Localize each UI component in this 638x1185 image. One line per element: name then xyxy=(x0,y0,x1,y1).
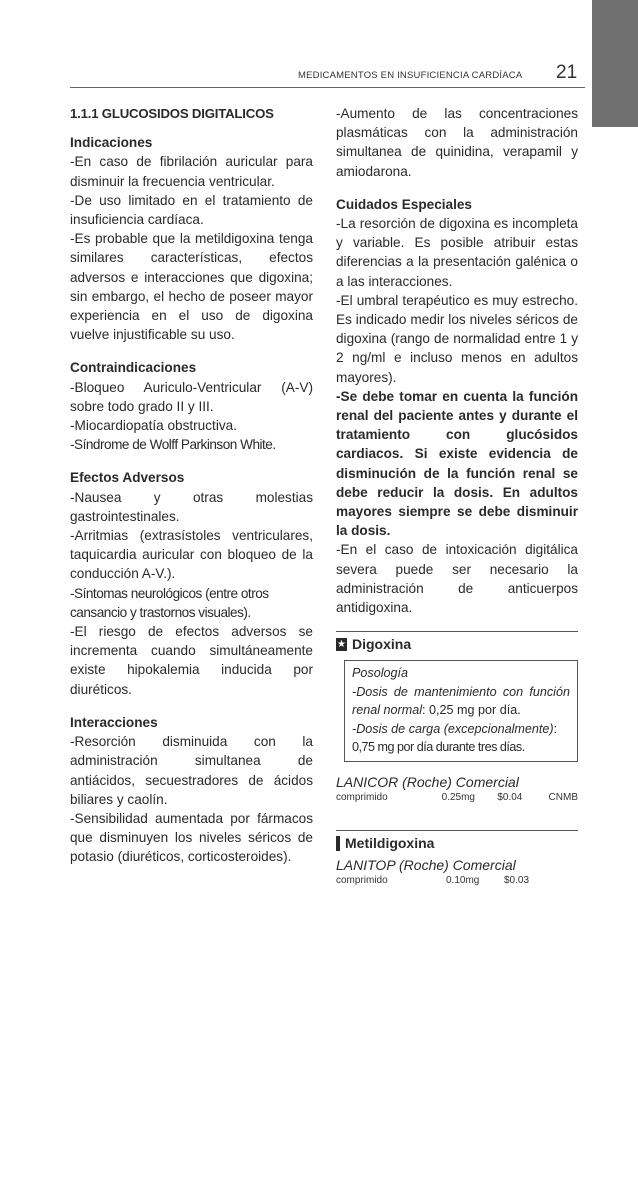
header-rule xyxy=(70,87,585,88)
indicaciones-heading: Indicaciones xyxy=(70,135,153,151)
efectos-heading: Efectos Adversos xyxy=(70,470,185,486)
contraindicaciones-heading: Contraindicaciones xyxy=(70,360,197,376)
interacciones-item: -Resorción disminuida con la administración simultanea de antiácidos, secuestradores de ácidos biliares y caolín. xyxy=(70,734,313,807)
metildigoxina-brand: LANITOP (Roche) Comercial xyxy=(336,857,516,874)
metildigoxina-name: Metildigoxina xyxy=(345,834,435,851)
presentation-price: $0.04 xyxy=(497,791,523,803)
digoxina-brand: LANICOR (Roche) Comercial xyxy=(336,773,519,790)
posologia-line xyxy=(352,720,570,739)
digoxina-heading xyxy=(336,631,578,654)
indicaciones-item: -Es probable que la metildigoxina tenga similares características, efectos adversos e interacciones que digoxina; sin embargo, el hecho de poseer mayor experiencia en el uso de digoxina vuelve injustificable su uso. xyxy=(70,231,313,343)
posologia-line xyxy=(352,683,570,720)
contraindicaciones-item: -Miocardiopatía obstructiva. xyxy=(70,418,237,434)
presentation-dose: 0.10mg xyxy=(446,875,480,887)
presentation-price: $0.03 xyxy=(504,875,530,887)
digoxina-presentation xyxy=(336,791,578,804)
contraindicaciones-item: -Síndrome de Wolff Parkinson White. xyxy=(70,437,276,453)
running-header: MEDICAMENTOS EN INSUFICIENCIA CARDÍACA xyxy=(298,70,523,81)
cuidados-paragraph: -En el caso de intoxicación digitálica severa puede ser necesario la administración de anticuerpos antidigoxina. xyxy=(336,542,578,616)
posologia-line: 0,75 mg por día durante tres días. xyxy=(352,740,525,755)
posologia-value: : xyxy=(553,721,558,736)
metildigoxina-heading xyxy=(336,830,578,853)
star-icon: ★ xyxy=(337,639,346,651)
efectos-item: -Nausea y otras molestias gastrointestinales. xyxy=(70,489,313,524)
interacciones-heading: Interacciones xyxy=(70,714,158,730)
interacciones-item: -Sensibilidad aumentada por fármacos que disminuyen los niveles séricos de potasio (diuréticos, corticosteroides). xyxy=(70,810,313,865)
presentation-form: comprimido xyxy=(336,791,388,803)
page-number: 21 xyxy=(556,62,578,83)
posologia-title: Posología xyxy=(352,666,409,681)
cuidados-warning: -Se debe tomar en cuenta la función renal del paciente antes y durante el tratamiento con glucósidos cardiacos. Si existe evidencia de disminución de la función renal se debe reducir la dosis. En adultos mayores siempre se debe disminuir la dosis. xyxy=(336,388,578,539)
presentation-dose: 0.25mg xyxy=(441,791,475,803)
posologia-label: -Dosis de carga (excepcionalmente) xyxy=(352,721,554,736)
contraindicaciones-item: -Bloqueo Auriculo-Ventricular (A-V) sobre todo grado II y III. xyxy=(70,379,313,414)
digoxina-name: Digoxina xyxy=(352,636,412,653)
posologia-value: : 0,25 mg por día. xyxy=(422,703,521,718)
chapter-tab xyxy=(592,0,638,127)
efectos-item: -Arritmias (extrasístoles ventriculares, taquicardia auricular con bloqueo de la conducción A-V.). xyxy=(70,528,313,582)
section-title: 1.1.1 GLUCOSIDOS DIGITALICOS xyxy=(70,106,274,121)
left-column xyxy=(70,104,313,867)
interacciones-item: -Aumento de las concentraciones plasmáticas con la administración simultanea de quinidina, verapamil y amiodarona. xyxy=(336,106,578,179)
indicaciones-item: -En caso de fibrilación auricular para disminuir la frecuencia ventricular. xyxy=(70,154,313,189)
metildigoxina-presentation xyxy=(336,874,578,887)
indicaciones-item: -De uso limitado en el tratamiento de insuficiencia cardíaca. xyxy=(70,192,313,228)
posologia-box xyxy=(344,660,578,762)
cuidados-heading: Cuidados Especiales xyxy=(336,196,472,212)
cuidados-paragraph: -El umbral terapéutico es muy estrecho. Es indicado medir los niveles séricos de digoxina (rango de normalidad entre 1 y 2 ng/ml e incluso menos en adultos mayores). xyxy=(336,292,578,385)
efectos-item: -El riesgo de efectos adversos se incrementa cuando simultáneamente existe hipokalemia inducida por diuréticos. xyxy=(70,624,313,697)
posologia-label: -Dosis de mantenimiento con función renal normal xyxy=(352,684,570,718)
right-column xyxy=(336,104,578,887)
bar-icon xyxy=(336,836,340,851)
presentation-form: comprimido xyxy=(336,875,388,887)
presentation-tag: CNMB xyxy=(548,791,578,803)
efectos-item: -Síntomas neurológicos (entre otros cansancio y trastornos visuales). xyxy=(70,585,269,620)
cuidados-paragraph: -La resorción de digoxina es incompleta y variable. Es posible atribuir estas diferencias a la presentación galénica o a las interacciones. xyxy=(336,216,578,289)
